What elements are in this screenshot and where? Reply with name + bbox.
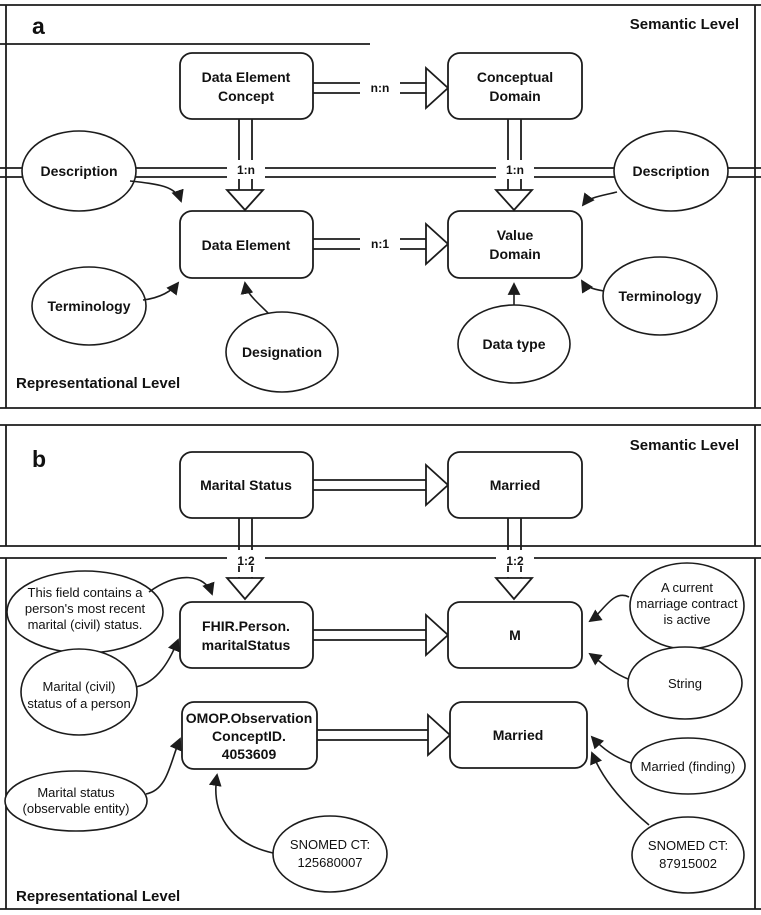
- relation-arrow-marital-status-to-married: [313, 465, 448, 505]
- box-fhir-person-maritalstatus: [180, 602, 313, 668]
- svg-text:Terminology: Terminology: [618, 288, 702, 304]
- svg-text:status of a person: status of a person: [27, 696, 131, 711]
- svg-text:marriage contract: marriage contract: [636, 596, 738, 611]
- svg-text:Data Element: Data Element: [201, 237, 291, 253]
- annotation-arrow-description-right-to-value-domain: [583, 192, 617, 205]
- svg-text:(observable entity): (observable entity): [22, 801, 130, 816]
- panel-b-semantic-level-label: Semantic Level: [629, 437, 739, 454]
- svg-text:ConceptID.: ConceptID.: [212, 728, 286, 744]
- ellipse-snomed-125680007: [273, 816, 387, 892]
- ellipse-designation: [226, 312, 338, 392]
- ellipse-data-type: [458, 305, 570, 383]
- svg-text:125680007: 125680007: [297, 855, 363, 870]
- ellipse-marriage-contract: [630, 563, 744, 649]
- relation-label-12-left: [227, 550, 265, 568]
- annotation-arrow-marital-civil-to-fhir: [136, 640, 178, 687]
- svg-text:Married: Married: [489, 477, 541, 493]
- panel-b-representational-level-label: Representational Level: [16, 888, 181, 905]
- svg-text:4053609: 4053609: [221, 746, 277, 762]
- svg-text:Data Element: Data Element: [201, 69, 291, 85]
- relation-label-1n-right: [496, 160, 534, 179]
- svg-text:person's most recent: person's most recent: [24, 601, 146, 616]
- annotation-arrow-finding-to-married: [592, 737, 631, 763]
- box-omop-observation-conceptid: [182, 702, 317, 769]
- ellipse-marital-status-observable: [5, 771, 147, 831]
- svg-text:Domain: Domain: [489, 246, 541, 262]
- box-married-representational: [450, 702, 587, 768]
- annotation-arrow-designation-to-data-element: [245, 283, 268, 313]
- svg-text:maritalStatus: maritalStatus: [201, 637, 291, 653]
- relation-arrow-omop-to-married: [317, 715, 450, 755]
- ellipse-description-left: [22, 131, 136, 211]
- box-conceptual-domain: [448, 53, 582, 119]
- ellipse-married-finding: [631, 738, 745, 794]
- svg-text:1:2: 1:2: [237, 554, 255, 568]
- svg-text:1:2: 1:2: [506, 554, 524, 568]
- svg-text:OMOP.Observation: OMOP.Observation: [185, 710, 313, 726]
- annotation-arrow-terminology-left-to-data-element: [143, 283, 178, 300]
- svg-text:Description: Description: [40, 163, 118, 179]
- svg-text:n:1: n:1: [371, 237, 389, 251]
- annotation-arrow-definition-to-fhir: [149, 578, 212, 594]
- ellipse-marital-civil-status: [21, 649, 137, 735]
- box-value-domain: [448, 211, 582, 278]
- svg-text:n:n: n:n: [370, 81, 390, 95]
- svg-text:87915002: 87915002: [659, 856, 717, 871]
- box-marital-status: [180, 452, 313, 518]
- panel-b-letter: b: [32, 446, 47, 472]
- svg-text:is active: is active: [663, 612, 711, 627]
- svg-text:Married (finding): Married (finding): [640, 759, 736, 774]
- ellipse-terminology-left: [32, 267, 146, 345]
- panel-a-semantic-level-label: Semantic Level: [629, 16, 739, 33]
- svg-text:Concept: Concept: [218, 88, 274, 104]
- relation-label-nn: [360, 79, 400, 97]
- svg-text:1:n: 1:n: [506, 163, 524, 177]
- svg-text:Marital Status: Marital Status: [200, 477, 292, 493]
- svg-text:SNOMED CT:: SNOMED CT:: [289, 837, 371, 852]
- svg-text:This field contains a: This field contains a: [27, 585, 143, 600]
- svg-text:Marital status: Marital status: [37, 785, 115, 800]
- svg-text:Married: Married: [492, 727, 544, 743]
- panel-a-representational-level-label: Representational Level: [16, 375, 181, 392]
- svg-text:Terminology: Terminology: [47, 298, 131, 314]
- relation-label-n1: [360, 235, 400, 253]
- annotation-arrow-string-to-m: [590, 654, 628, 679]
- svg-text:Marital (civil): Marital (civil): [42, 679, 116, 694]
- svg-text:Designation: Designation: [241, 344, 323, 360]
- svg-text:FHIR.Person.: FHIR.Person.: [202, 618, 290, 634]
- box-data-element-concept: [180, 53, 313, 119]
- relation-label-12-right: [496, 550, 534, 568]
- svg-text:A current: A current: [660, 580, 714, 595]
- annotation-arrow-snomed125-to-omop: [216, 775, 273, 853]
- panel-b: [0, 425, 761, 909]
- relation-arrow-fhir-to-m: [313, 615, 448, 655]
- svg-text:SNOMED CT:: SNOMED CT:: [647, 838, 729, 853]
- svg-text:Data type: Data type: [482, 336, 546, 352]
- annotation-arrow-observable-to-omop: [146, 739, 180, 794]
- relation-label-1n-left: [227, 160, 265, 179]
- svg-text:Value: Value: [496, 227, 534, 243]
- panel-a: [0, 5, 761, 408]
- box-married-semantic: [448, 452, 582, 518]
- svg-text:M: M: [509, 627, 521, 643]
- annotation-arrow-description-left-to-data-element: [130, 181, 181, 201]
- ellipse-string: [628, 647, 742, 719]
- ellipse-snomed-87915002: [632, 817, 744, 893]
- box-m: [448, 602, 582, 668]
- ellipse-terminology-right: [603, 257, 717, 335]
- box-data-element: [180, 211, 313, 278]
- ellipse-fhir-definition: [7, 571, 163, 653]
- annotation-arrow-terminology-right-to-value-domain: [582, 281, 604, 291]
- ellipse-description-right: [614, 131, 728, 211]
- svg-text:Domain: Domain: [489, 88, 541, 104]
- svg-text:marital (civil) status.: marital (civil) status.: [27, 617, 143, 632]
- annotation-arrow-contract-to-m: [590, 595, 629, 621]
- svg-text:Conceptual: Conceptual: [476, 69, 554, 85]
- svg-text:1:n: 1:n: [237, 163, 255, 177]
- svg-text:String: String: [668, 676, 702, 691]
- panel-a-letter: a: [32, 13, 45, 39]
- svg-text:Description: Description: [632, 163, 710, 179]
